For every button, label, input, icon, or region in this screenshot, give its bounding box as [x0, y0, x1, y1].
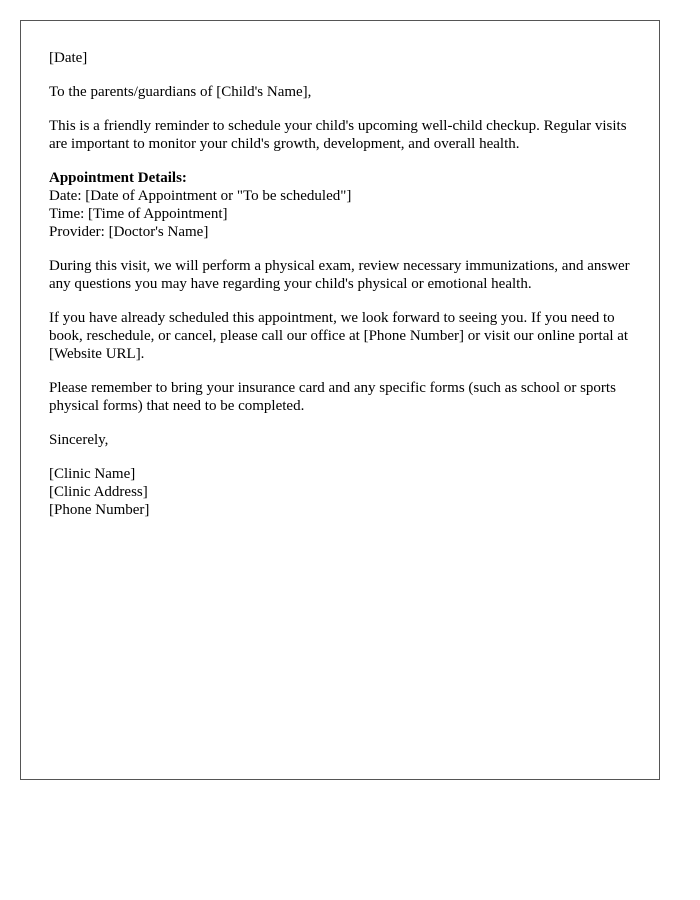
- scheduling-paragraph: If you have already scheduled this appointment, we look forward to seeing you. If you need to book, reschedule, or cancel, please call our office at [Phone Number] or visit our online portal at [Website URL].: [49, 310, 629, 362]
- letter-frame: [20, 20, 660, 780]
- closing: Sincerely,: [49, 432, 109, 448]
- appointment-time: Time: [Time of Appointment]: [49, 206, 228, 222]
- clinic-name: [Clinic Name]: [49, 466, 136, 482]
- reminder-paragraph: Please remember to bring your insurance card and any specific forms (such as school or sports physical forms) that need to be completed.: [49, 380, 616, 414]
- clinic-address: [Clinic Address]: [49, 484, 148, 500]
- letter-body: [49, 49, 639, 535]
- letter-greeting: To the parents/guardians of [Child's Name],: [49, 84, 312, 100]
- signature-block: [49, 465, 639, 519]
- appointment-details: [49, 169, 639, 241]
- letter-date: [Date]: [49, 50, 88, 66]
- clinic-phone: [Phone Number]: [49, 502, 150, 518]
- visit-info-paragraph: During this visit, we will perform a physical exam, review necessary immunizations, and answer any questions you may have regarding your child's physical or emotional health.: [49, 258, 630, 292]
- appointment-provider: Provider: [Doctor's Name]: [49, 224, 209, 240]
- intro-paragraph: This is a friendly reminder to schedule your child's upcoming well-child checkup. Regular visits are important to monitor your child's growth, development, and overall health.: [49, 118, 627, 152]
- appointment-details-heading: Appointment Details:: [49, 170, 187, 186]
- appointment-date: Date: [Date of Appointment or "To be scheduled"]: [49, 188, 352, 204]
